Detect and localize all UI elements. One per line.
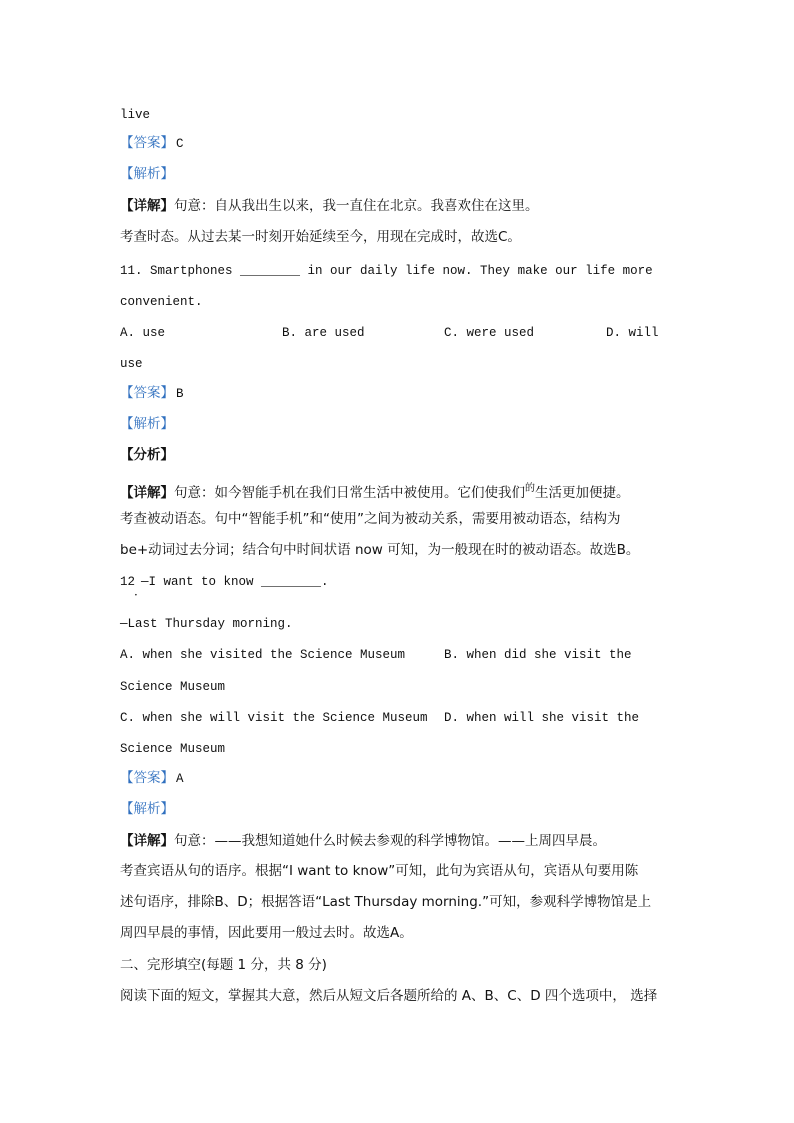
detail-text-small: 的	[525, 483, 535, 494]
question-text: —I want to know ________.	[141, 575, 329, 589]
explanation-line: 述句语序，排除B、D；根据答语“Last Thursday morning.”可知，参观科学博物馆是上	[120, 894, 652, 910]
question-11-option-d-cont: use	[120, 357, 143, 371]
question-11-stem-cont: convenient.	[120, 295, 203, 309]
answer-value: C	[176, 137, 184, 151]
question-11-option-c: C. were used	[444, 326, 535, 340]
explanation-line: 周四早晨的事情，因此要用一般过去时。故选A。	[120, 925, 413, 941]
detail-text: 句意：——我想知道她什么时候去参观的科学博物馆。——上周四早晨。	[174, 833, 606, 849]
explanation-line: be+动词过去分词；结合句中时间状语 now 可知，为一般现在时的被动语态。故选B。	[120, 542, 640, 558]
analysis-tag: 【解析】	[120, 801, 174, 817]
analysis-sub-tag: 【分析】	[120, 447, 174, 463]
question-12-option-b-cont: Science Museum	[120, 680, 226, 694]
question-12-option-a: A. when she visited the Science Museum	[120, 648, 406, 662]
question-12-stem	[120, 573, 329, 591]
detail-tag: 【详解】	[120, 485, 174, 501]
question-11-option-a: A. use	[120, 326, 166, 340]
detail-text: 生活更加便捷。	[535, 485, 630, 501]
answer-value: B	[176, 387, 184, 401]
analysis-tag: 【解析】	[120, 416, 174, 432]
detail-tag: 【详解】	[120, 833, 174, 849]
question-12-option-c: C. when she will visit the Science Museum	[120, 711, 428, 725]
question-12-reply: —Last Thursday morning.	[120, 617, 293, 631]
section-instruction: 阅读下面的短文，掌握其大意，然后从短文后各题所给的 A、B、C、D 四个选项中， 选择	[120, 988, 658, 1004]
answer-line	[120, 769, 184, 788]
bullet-dot: ·	[134, 588, 138, 602]
analysis-tag: 【解析】	[120, 166, 174, 182]
text-line: live	[120, 108, 151, 122]
explanation-line: 考查被动语态。句中“智能手机”和“使用”之间为被动关系，需要用被动语态，结构为	[120, 511, 621, 527]
answer-line	[120, 384, 184, 403]
answer-tag: 【答案】	[120, 385, 174, 401]
question-number: 12	[120, 575, 136, 589]
answer-value: A	[176, 772, 184, 786]
explanation-line: 考查时态。从过去某一时刻开始延续至今，用现在完成时，故选C。	[120, 229, 521, 245]
detail-line	[120, 197, 539, 215]
answer-tag: 【答案】	[120, 770, 174, 786]
answer-tag: 【答案】	[120, 135, 174, 151]
question-12-option-d-cont: Science Museum	[120, 742, 226, 756]
question-12-option-d: D. when will she visit the	[444, 711, 640, 725]
question-12-option-b: B. when did she visit the	[444, 648, 632, 662]
section-heading: 二、完形填空(每题 1 分，共 8 分)	[120, 957, 327, 973]
question-11-option-d: D. will	[606, 326, 659, 340]
detail-text: 句意：如今智能手机在我们日常生活中被使用。它们使我们	[174, 485, 525, 501]
answer-line	[120, 134, 184, 153]
question-11-stem: 11. Smartphones ________ in our daily life now. They make our life more	[120, 264, 653, 278]
explanation-line: 考查宾语从句的语序。根据“I want to know”可知，此句为宾语从句，宾语从句要用陈	[120, 863, 639, 879]
detail-line	[120, 480, 630, 502]
detail-tag: 【详解】	[120, 198, 174, 214]
detail-line	[120, 832, 606, 850]
detail-text: 句意：自从我出生以来，我一直住在北京。我喜欢住在这里。	[174, 198, 539, 214]
question-11-option-b: B. are used	[282, 326, 365, 340]
